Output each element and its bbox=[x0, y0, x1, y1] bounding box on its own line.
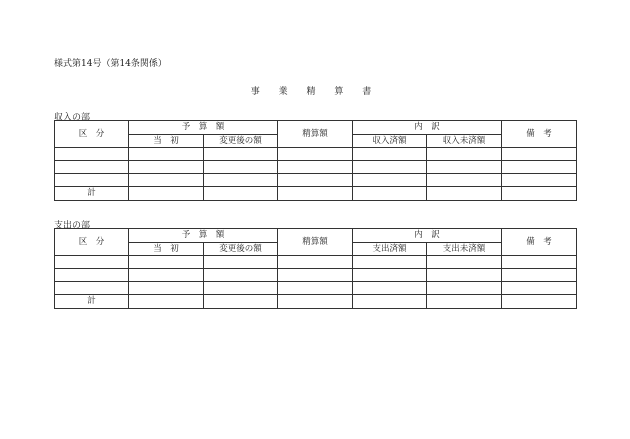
paid-header: 支出済額 bbox=[353, 243, 427, 256]
unreceived-header: 収入未済額 bbox=[427, 135, 502, 148]
table-cell[interactable] bbox=[353, 256, 427, 269]
table-cell[interactable] bbox=[427, 174, 502, 187]
table-cell[interactable] bbox=[353, 295, 427, 309]
table-cell[interactable] bbox=[427, 295, 502, 309]
table-cell[interactable] bbox=[204, 161, 278, 174]
form-number: 様式第14号（第14条関係） bbox=[54, 59, 167, 69]
expenditure-section-label: 支出の部 bbox=[54, 221, 91, 231]
table-row bbox=[55, 174, 577, 187]
table-row bbox=[55, 269, 577, 282]
unpaid-header: 支出未済額 bbox=[427, 243, 502, 256]
settled-header: 精算額 bbox=[278, 121, 353, 148]
table-cell[interactable] bbox=[502, 269, 577, 282]
total-row bbox=[55, 295, 577, 309]
table-cell[interactable] bbox=[278, 256, 353, 269]
after-change-header: 変更後の額 bbox=[204, 135, 278, 148]
total-label: 計 bbox=[55, 295, 129, 309]
table-header-row bbox=[55, 229, 577, 243]
table-cell[interactable] bbox=[502, 295, 577, 309]
table-cell[interactable] bbox=[204, 256, 278, 269]
table-cell[interactable] bbox=[204, 187, 278, 201]
table-cell[interactable] bbox=[427, 269, 502, 282]
document-title: 事 業 精 算 書 bbox=[250, 87, 380, 97]
table-cell[interactable] bbox=[502, 256, 577, 269]
table-cell[interactable] bbox=[502, 282, 577, 295]
table-cell[interactable] bbox=[129, 269, 204, 282]
table-cell[interactable] bbox=[55, 282, 129, 295]
category-header: 区 分 bbox=[55, 121, 129, 148]
table-cell[interactable] bbox=[502, 187, 577, 201]
initial-header: 当 初 bbox=[129, 135, 204, 148]
budget-header: 予 算 額 bbox=[129, 121, 278, 135]
table-cell[interactable] bbox=[353, 161, 427, 174]
table-cell[interactable] bbox=[278, 174, 353, 187]
remarks-header: 備 考 bbox=[502, 121, 577, 148]
total-label: 計 bbox=[55, 187, 129, 201]
table-cell[interactable] bbox=[353, 148, 427, 161]
table-cell[interactable] bbox=[353, 187, 427, 201]
remarks-header: 備 考 bbox=[502, 229, 577, 256]
table-cell[interactable] bbox=[278, 282, 353, 295]
table-cell[interactable] bbox=[55, 256, 129, 269]
table-cell[interactable] bbox=[353, 282, 427, 295]
table-cell[interactable] bbox=[278, 269, 353, 282]
table-cell[interactable] bbox=[502, 161, 577, 174]
table-cell[interactable] bbox=[353, 174, 427, 187]
category-header: 区 分 bbox=[55, 229, 129, 256]
table-cell[interactable] bbox=[55, 161, 129, 174]
settled-header: 精算額 bbox=[278, 229, 353, 256]
table-cell[interactable] bbox=[129, 295, 204, 309]
table-cell[interactable] bbox=[204, 282, 278, 295]
table-row bbox=[55, 282, 577, 295]
table-cell[interactable] bbox=[55, 269, 129, 282]
table-cell[interactable] bbox=[129, 148, 204, 161]
table-cell[interactable] bbox=[427, 282, 502, 295]
table-cell[interactable] bbox=[427, 256, 502, 269]
table-header-row bbox=[55, 121, 577, 135]
table-cell[interactable] bbox=[502, 174, 577, 187]
total-row bbox=[55, 187, 577, 201]
table-cell[interactable] bbox=[55, 174, 129, 187]
table-cell[interactable] bbox=[55, 148, 129, 161]
after-change-header: 変更後の額 bbox=[204, 243, 278, 256]
table-cell[interactable] bbox=[353, 269, 427, 282]
table-cell[interactable] bbox=[427, 161, 502, 174]
table-row bbox=[55, 148, 577, 161]
budget-header: 予 算 額 bbox=[129, 229, 278, 243]
table-row bbox=[55, 161, 577, 174]
table-cell[interactable] bbox=[129, 256, 204, 269]
table-row bbox=[55, 256, 577, 269]
table-cell[interactable] bbox=[502, 148, 577, 161]
expenditure-table bbox=[54, 228, 577, 309]
received-header: 収入済額 bbox=[353, 135, 427, 148]
table-cell[interactable] bbox=[204, 148, 278, 161]
breakdown-header: 内 訳 bbox=[353, 229, 502, 243]
revenue-section-label: 収入の部 bbox=[54, 113, 91, 123]
table-cell[interactable] bbox=[278, 295, 353, 309]
breakdown-header: 内 訳 bbox=[353, 121, 502, 135]
table-cell[interactable] bbox=[129, 187, 204, 201]
initial-header: 当 初 bbox=[129, 243, 204, 256]
table-cell[interactable] bbox=[278, 161, 353, 174]
table-cell[interactable] bbox=[204, 174, 278, 187]
revenue-table bbox=[54, 120, 577, 201]
table-cell[interactable] bbox=[129, 161, 204, 174]
table-cell[interactable] bbox=[129, 174, 204, 187]
table-cell[interactable] bbox=[427, 148, 502, 161]
table-cell[interactable] bbox=[278, 187, 353, 201]
table-cell[interactable] bbox=[129, 282, 204, 295]
table-cell[interactable] bbox=[204, 295, 278, 309]
table-cell[interactable] bbox=[427, 187, 502, 201]
table-cell[interactable] bbox=[204, 269, 278, 282]
table-cell[interactable] bbox=[278, 148, 353, 161]
